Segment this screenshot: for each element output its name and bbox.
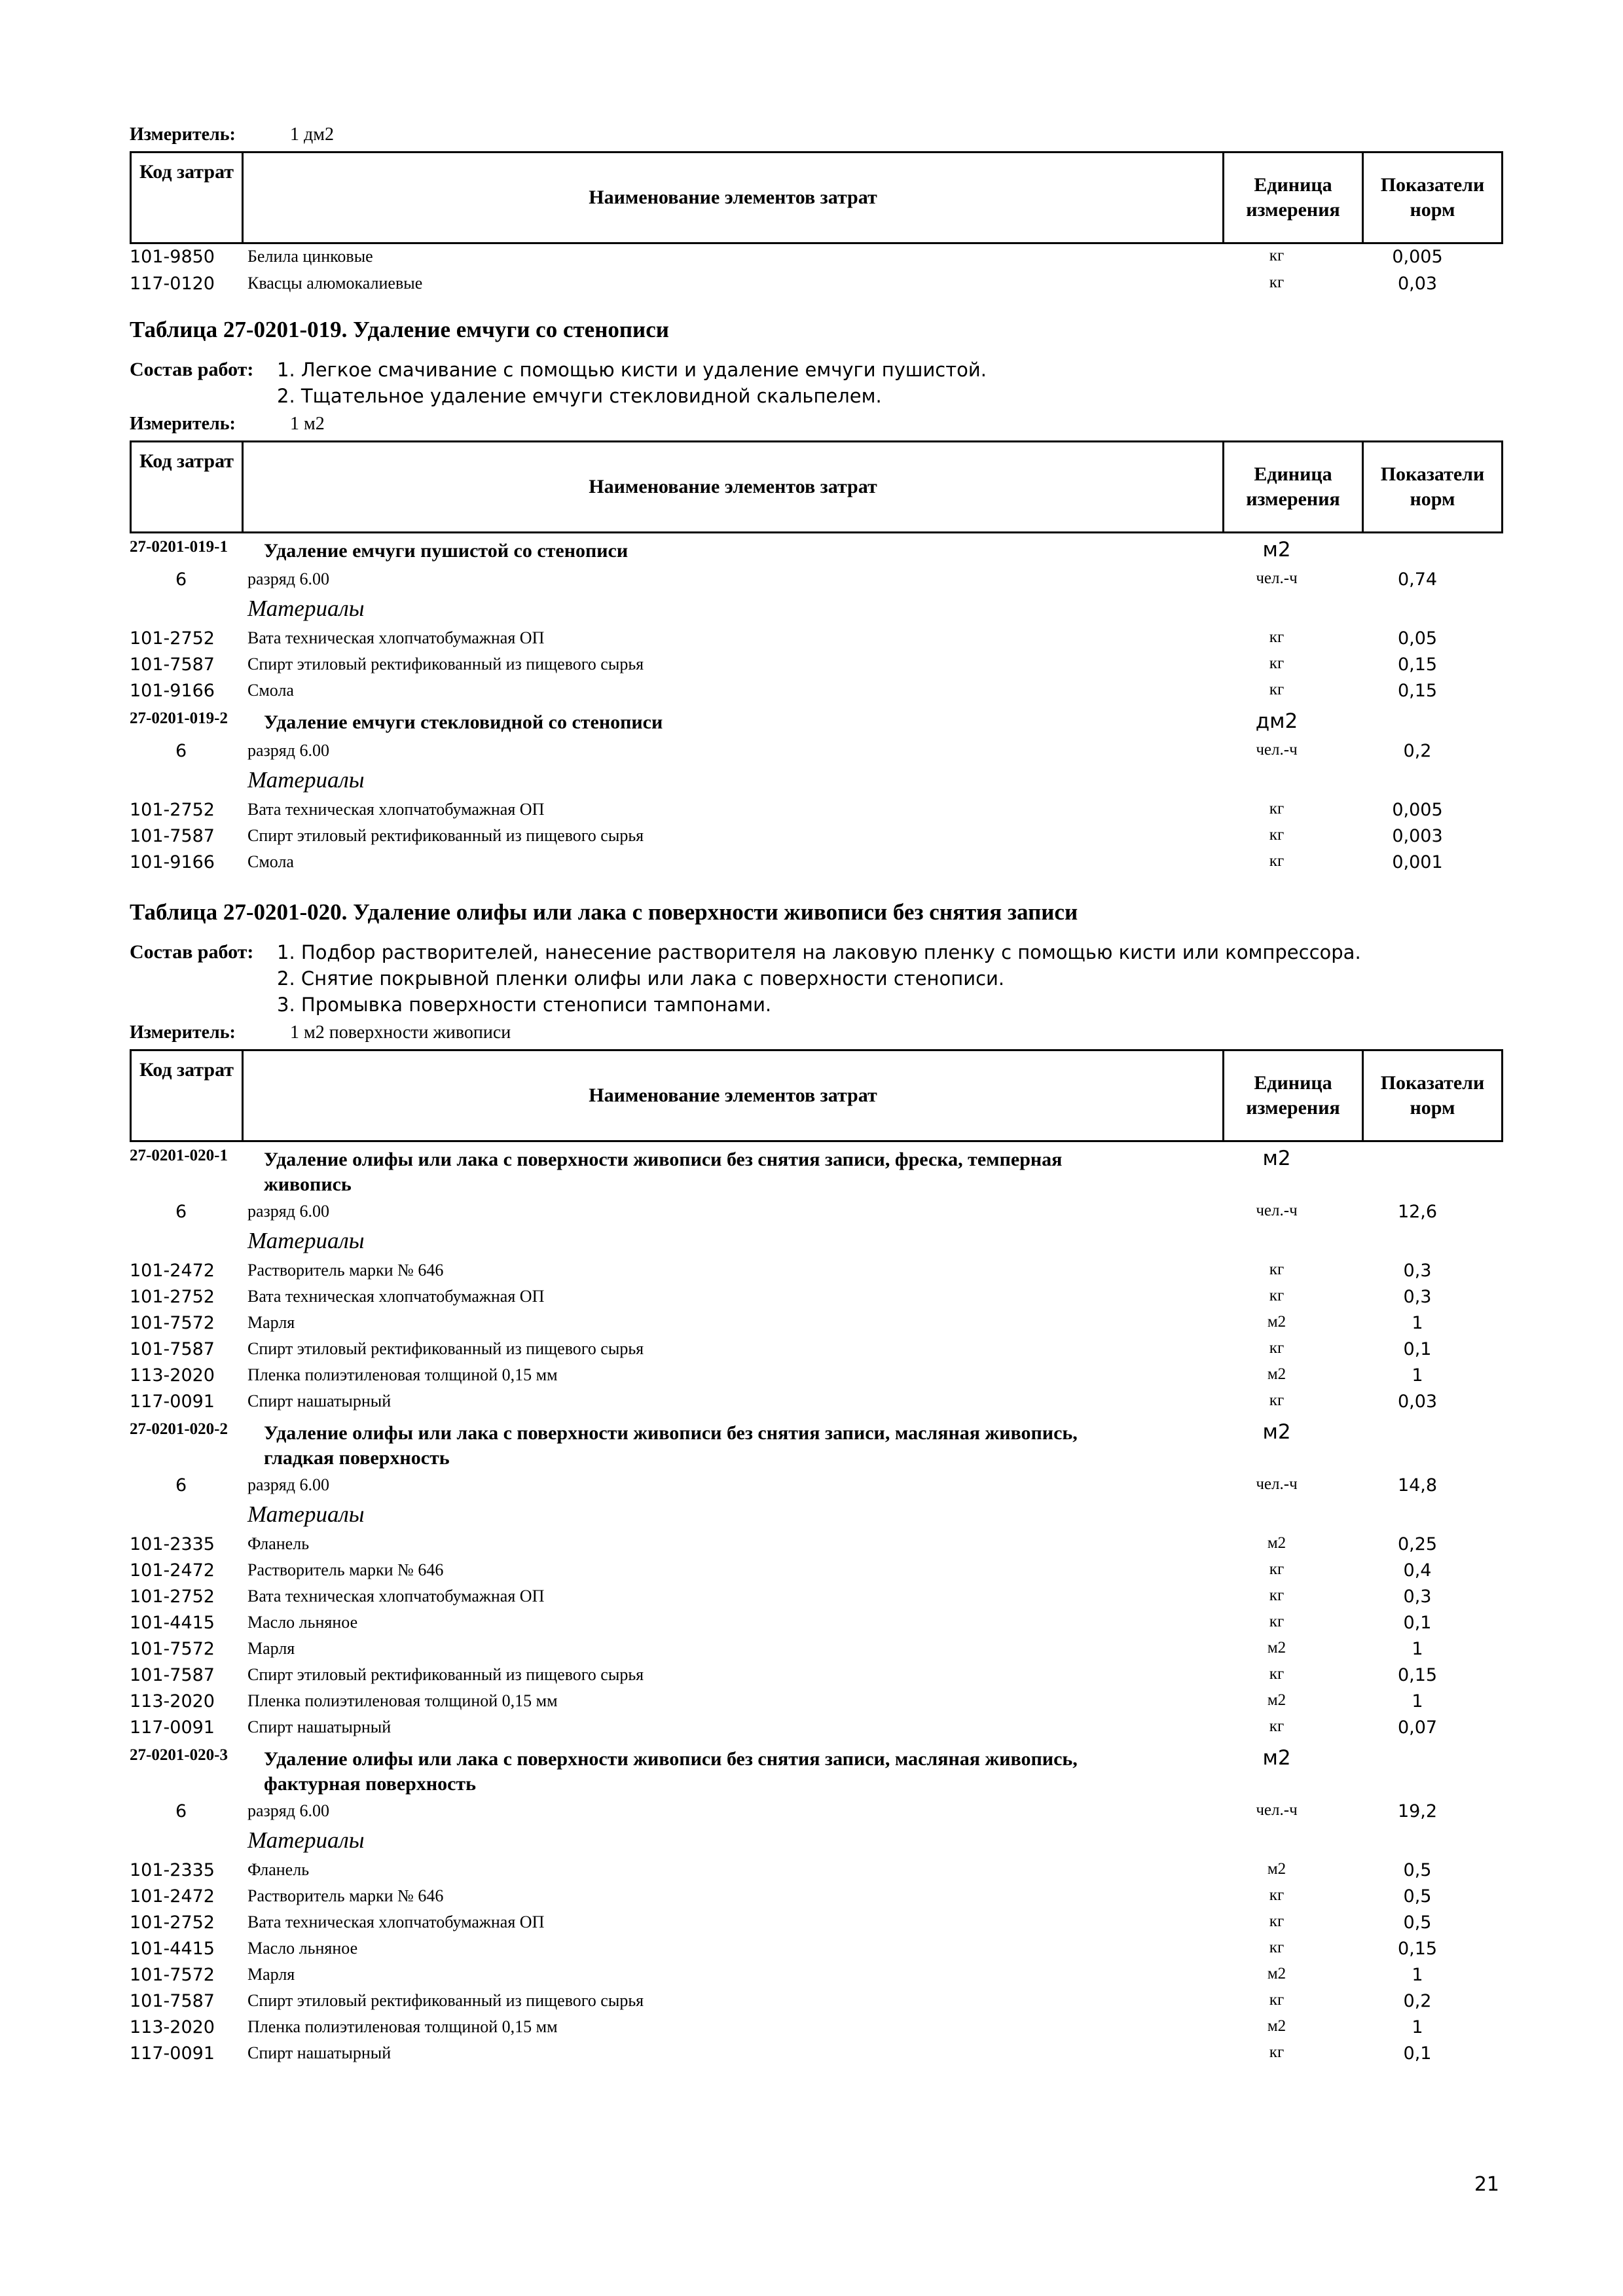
materials-heading: Материалы	[247, 1501, 365, 1527]
table-row: 101-2752 Вата техническая хлопчатобумажная ОП кг 0,05	[130, 628, 1438, 649]
table-row: 101-2752 Вата техническая хлопчатобумажная ОП кг 0,005	[130, 800, 1443, 820]
table-row: 101-7587 Спирт этиловый ректификованный из пищевого сырья кг 0,15	[130, 655, 1438, 675]
header-code: Код затрат	[131, 152, 243, 243]
rank-row: 6 разряд 6.00 чел.-ч 14,8	[175, 1475, 1438, 1496]
group-row: 27-0201-019-2 Удаление емчуги стекловидной со стенописи дм2	[130, 709, 1298, 733]
table-row: 101-2472 Растворитель марки № 646 кг 0,3	[130, 1261, 1432, 1281]
group-row: 27-0201-020-1 Удаление олифы или лака с поверхности живописи без снятия записи, фреска, темперная м2	[130, 1147, 1291, 1170]
measure-label: Измеритель:	[130, 124, 236, 145]
table-row: 101-9166 Смола кг 0,15	[130, 681, 1438, 701]
group-row: 27-0201-019-1 Удаление емчуги пушистой со стенописи м2	[130, 538, 1291, 562]
table-row: 117-0120 Квасцы алюмокалиевые кг 0,03	[130, 274, 1438, 294]
header-name: Наименование элементов затрат	[243, 152, 1224, 243]
column-header: Код затрат Наименование элементов затрат Единица измерения Показатели норм	[130, 1049, 1503, 1142]
table-row: 117-0091 Спирт нашатырный кг 0,07	[130, 1717, 1438, 1738]
rank-row: 6 разряд 6.00 чел.-ч 0,74	[175, 569, 1438, 590]
column-header	[130, 151, 1503, 244]
group-row-continued: фактурная поверхность	[264, 1773, 477, 1795]
table-row: 101-4415 Масло льняное кг 0,1	[130, 1613, 1432, 1633]
group-row: 27-0201-020-3 Удаление олифы или лака с поверхности живописи без снятия записи, масляная живопись, м2	[130, 1746, 1291, 1770]
table-row: 101-7572 Марля м2 1	[130, 1313, 1423, 1333]
table-row: 113-2020 Пленка полиэтиленовая толщиной 0,15 мм м2 1	[130, 1365, 1423, 1386]
rank-row: 6 разряд 6.00 чел.-ч 0,2	[175, 741, 1432, 761]
table-row: 101-2752 Вата техническая хлопчатобумажная ОП кг 0,3	[130, 1587, 1432, 1607]
group-row-continued: гладкая поверхность	[264, 1447, 450, 1469]
materials-heading: Материалы	[247, 596, 365, 621]
table-title: Таблица 27-0201-020. Удаление олифы или лака с поверхности живописи без снятия записи	[130, 899, 1078, 925]
table-row: 101-7587 Спирт этиловый ректификованный из пищевого сырья кг 0,003	[130, 826, 1443, 846]
materials-heading: Материалы	[247, 1827, 365, 1853]
table-title: Таблица 27-0201-019. Удаление емчуги со стенописи	[130, 317, 669, 342]
group-row-continued: живопись	[264, 1174, 352, 1195]
rank-row: 6 разряд 6.00 чел.-ч 12,6	[175, 1202, 1438, 1222]
table-row: 101-2752 Вата техническая хлопчатобумажная ОП кг 0,3	[130, 1287, 1432, 1307]
table-row: 101-9166 Смола кг 0,001	[130, 852, 1443, 872]
table-row: 101-7572 Марля м2 1	[130, 1639, 1423, 1659]
table-row: 101-4415 Масло льняное кг 0,15	[130, 1939, 1438, 1959]
page-number: 21	[1474, 2173, 1499, 2196]
rank-row: 6 разряд 6.00 чел.-ч 19,2	[175, 1801, 1438, 1821]
document-page: Измеритель: 1 дм2 Код затрат Наименование элементов затрат Единица измерения Показатели норм 101-9850 Белила цинковые кг 0,005 117-0120 Квасцы алюмокалиевые кг 0,03 Таблица 27-0201-019. Удаление емчуги со стенописи Состав работ: 1. Легкое смачивание с помощью кисти и удаление емчуги пушистой. 2. Тщательное удаление емчуги стекловидной скальпелем. Измеритель: 1 м2 Код затрат Наименование элементов затрат Единица измерения Показатели норм 27-0201-019-1 Удаление емчуги пушистой со стенописи м2 6 разряд 6.00 чел.-ч 0,74 Материалы 101-2752 Вата техническая хлопчатобумажная ОП кг 0,05 101-7587 Спирт этиловый ректификованный из пищевого сырья кг 0,15 101-9166 Смола кг 0,15 27-0201-019-2 Удаление емчуги стекловидной со стенописи дм2 6 разряд 6.00 чел.-ч 0,2 Материалы 101-2752 Вата техническая хлопчатобумажная ОП кг 0,005 101-7587 Спирт этиловый ректификованный из пищевого сырья кг 0,003 101-9166 Смола кг 0,001 Таблица 27-0201-020. Удаление олифы или лака с поверхности живописи без снятия записи Состав работ: 1. Подбор растворителей, нанесение растворителя на лаковую пленку с помощью кисти или компрессора. 2. Снятие покрывной пленки олифы или лака с поверхности стенописи. 3. Промывка поверхности стенописи тампонами. Измеритель: 1 м2 поверхности живописи Код затрат Наименование элементов затрат Единица измерения Показатели норм 27-0201-020-1 Удаление олифы или лака с поверхности живописи без снятия записи, фреска, темперная м2 живопись 6 разряд 6.00 чел.-ч 12,6 Материалы 101-2472 Растворитель марки № 646 кг 0,3 101-2752 Вата техническая хлопчатобумажная ОП кг 0,3 101-7572 Марля м2 1 101-7587 Спирт этиловый ректификованный из пищевого сырья кг 0,1 113-2020 Пленка полиэтиленовая толщиной 0,15 мм м2 1 117-0091 Спирт нашатырный кг 0,03 27-0201-020-2 Удаление олифы или лака с поверхности живописи без снятия записи, масляная живопись, м2 гладкая поверхность 6 разряд 6.00 чел.-ч 14,8 Материалы 101-2335 Фланель м2 0,25 101-2472 Растворитель марки № 646 кг 0,4 101-2752 Вата техническая хлопчатобумажная ОП кг 0,3 101-4415 Масло льняное кг 0,1 101-7572 Марля м2 1 101-7587 Спирт этиловый ректификованный из пищевого сырья кг 0,15 113-2020 Пленка полиэтиленовая толщиной 0,15 мм м2 1 117-0091 Спирт нашатырный кг 0,07 27-0201-020-3 Удаление олифы или лака с поверхности живописи без снятия записи, масляная живопись, м2 фактурная поверхность 6 разряд 6.00 чел.-ч 19,2 Материалы 101-2335 Фланель м2 0,5 101-2472 Растворитель марки № 646 кг 0,5 101-2752 Вата техническая хлопчатобумажная ОП кг 0,5 101-4415 Масло льняное кг 0,15 101-7572 Марля м2 1 101-7587 Спирт этиловый ректификованный из пищевого сырья кг 0,2 113-2020 Пленка полиэтиленовая толщиной 0,15 мм м2 1 117-0091 Спирт нашатырный кг 0,1 21	[0, 0, 1623, 2296]
materials-heading: Материалы	[247, 767, 365, 793]
table-row: 101-7572 Марля м2 1	[130, 1965, 1423, 1985]
table-row: 101-2472 Растворитель марки № 646 кг 0,4	[130, 1560, 1432, 1581]
materials-heading: Материалы	[247, 1228, 365, 1253]
table-row: 101-9850 Белила цинковые кг 0,005	[130, 247, 1443, 267]
table-row: 101-7587 Спирт этиловый ректификованный из пищевого сырья кг 0,15	[130, 1665, 1438, 1685]
header-unit: Единица измерения	[1224, 152, 1363, 243]
table-row: 113-2020 Пленка полиэтиленовая толщиной 0,15 мм м2 1	[130, 1691, 1423, 1712]
header-norm: Показатели норм	[1363, 152, 1503, 243]
measure-value: 1 дм2	[290, 124, 334, 145]
table-row: 101-2752 Вата техническая хлопчатобумажная ОП кг 0,5	[130, 1912, 1432, 1933]
table-row: 101-7587 Спирт этиловый ректификованный из пищевого сырья кг 0,2	[130, 1991, 1432, 2011]
group-row: 27-0201-020-2 Удаление олифы или лака с поверхности живописи без снятия записи, масляная живопись, м2	[130, 1420, 1291, 1444]
table-row: 113-2020 Пленка полиэтиленовая толщиной 0,15 мм м2 1	[130, 2017, 1423, 2037]
table-row: 101-7587 Спирт этиловый ректификованный из пищевого сырья кг 0,1	[130, 1339, 1432, 1359]
table-row: 101-2335 Фланель м2 0,5	[130, 1860, 1432, 1880]
column-header: Код затрат Наименование элементов затрат Единица измерения Показатели норм	[130, 440, 1503, 533]
table-row: 101-2472 Растворитель марки № 646 кг 0,5	[130, 1886, 1432, 1907]
table-row: 101-2335 Фланель м2 0,25	[130, 1534, 1438, 1554]
table-row: 117-0091 Спирт нашатырный кг 0,1	[130, 2043, 1432, 2064]
table-row: 117-0091 Спирт нашатырный кг 0,03	[130, 1391, 1438, 1412]
